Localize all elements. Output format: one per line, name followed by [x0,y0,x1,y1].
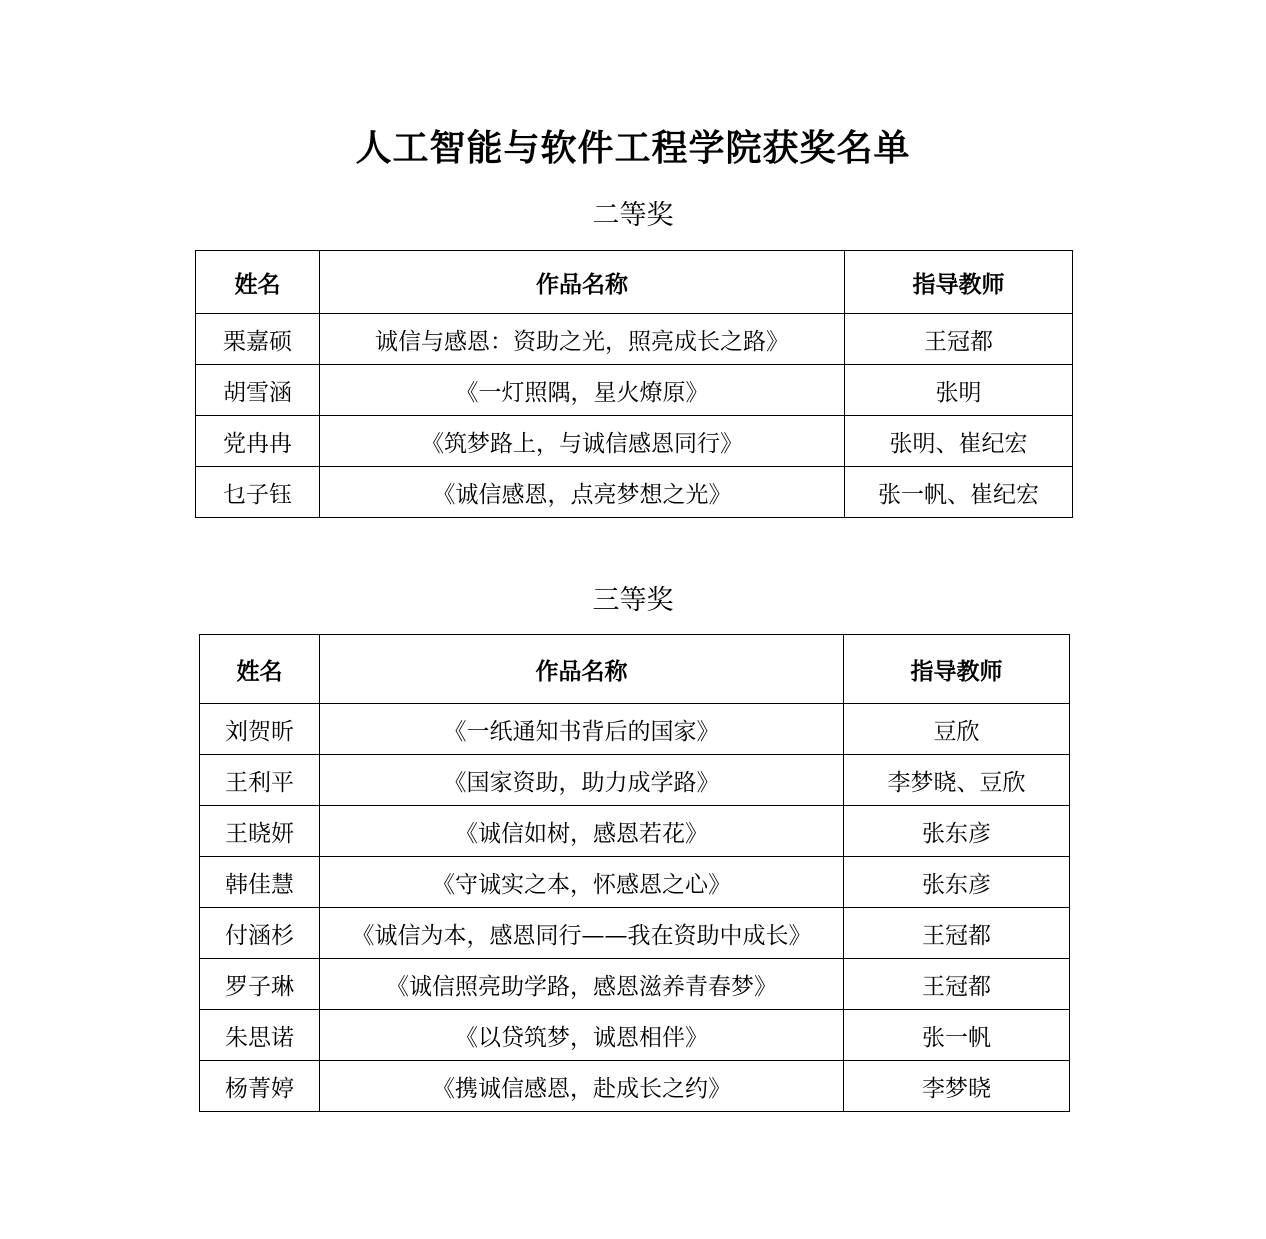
table-row [200,806,1070,857]
cell-advisor: 王冠都 [844,959,1070,1010]
cell-name: 胡雪涵 [196,365,320,416]
cell-name: 乜子钰 [196,467,320,518]
cell-work-title: 诚信与感恩：资助之光，照亮成长之路》 [320,314,845,365]
third-prize-table [199,634,1070,1112]
column-header-work-title: 作品名称 [320,635,844,704]
cell-work-title: 《一纸通知书背后的国家》 [320,704,844,755]
table-row [196,314,1073,365]
cell-name: 罗子琳 [200,959,320,1010]
cell-advisor: 张明、崔纪宏 [845,416,1073,467]
table-header-row [200,635,1070,704]
column-header-advisor: 指导教师 [844,635,1070,704]
cell-name: 刘贺昕 [200,704,320,755]
cell-work-title: 《筑梦路上，与诚信感恩同行》 [320,416,845,467]
cell-advisor: 王冠都 [844,908,1070,959]
column-header-advisor: 指导教师 [845,251,1073,314]
cell-work-title: 《诚信照亮助学路，感恩滋养青春梦》 [320,959,844,1010]
cell-advisor: 张东彦 [844,857,1070,908]
column-header-name: 姓名 [196,251,320,314]
cell-work-title: 《诚信感恩，点亮梦想之光》 [320,467,845,518]
cell-work-title: 《诚信如树，感恩若花》 [320,806,844,857]
table-row [200,908,1070,959]
table-row [200,959,1070,1010]
cell-advisor: 张东彦 [844,806,1070,857]
cell-work-title: 《守诚实之本，怀感恩之心》 [320,857,844,908]
cell-work-title: 《诚信为本，感恩同行——我在资助中成长》 [320,908,844,959]
cell-work-title: 《携诚信感恩，赴成长之约》 [320,1061,844,1112]
page-title: 人工智能与软件工程学院获奖名单 [355,127,911,169]
table-row [196,467,1073,518]
cell-advisor: 李梦晓 [844,1061,1070,1112]
cell-advisor: 豆欣 [844,704,1070,755]
column-header-work-title: 作品名称 [320,251,845,314]
cell-name: 王晓妍 [200,806,320,857]
table-row [200,1010,1070,1061]
cell-advisor: 张明 [845,365,1073,416]
cell-work-title: 《国家资助，助力成学路》 [320,755,844,806]
table-row [196,365,1073,416]
cell-name: 朱思诺 [200,1010,320,1061]
cell-name: 栗嘉硕 [196,314,320,365]
cell-advisor: 王冠都 [845,314,1073,365]
cell-advisor: 张一帆、崔纪宏 [845,467,1073,518]
column-header-name: 姓名 [200,635,320,704]
table-row [200,1061,1070,1112]
table-row [200,755,1070,806]
table-row [196,416,1073,467]
second-prize-table [195,250,1073,518]
cell-work-title: 《以贷筑梦，诚恩相伴》 [320,1010,844,1061]
table-row [200,857,1070,908]
table-header-row [196,251,1073,314]
table-row [200,704,1070,755]
second-prize-heading: 二等奖 [592,200,674,231]
cell-name: 付涵杉 [200,908,320,959]
third-prize-heading: 三等奖 [592,585,674,616]
cell-work-title: 《一灯照隅，星火燎原》 [320,365,845,416]
cell-name: 党冉冉 [196,416,320,467]
cell-name: 韩佳慧 [200,857,320,908]
cell-advisor: 李梦晓、豆欣 [844,755,1070,806]
cell-name: 杨菁婷 [200,1061,320,1112]
cell-advisor: 张一帆 [844,1010,1070,1061]
cell-name: 王利平 [200,755,320,806]
